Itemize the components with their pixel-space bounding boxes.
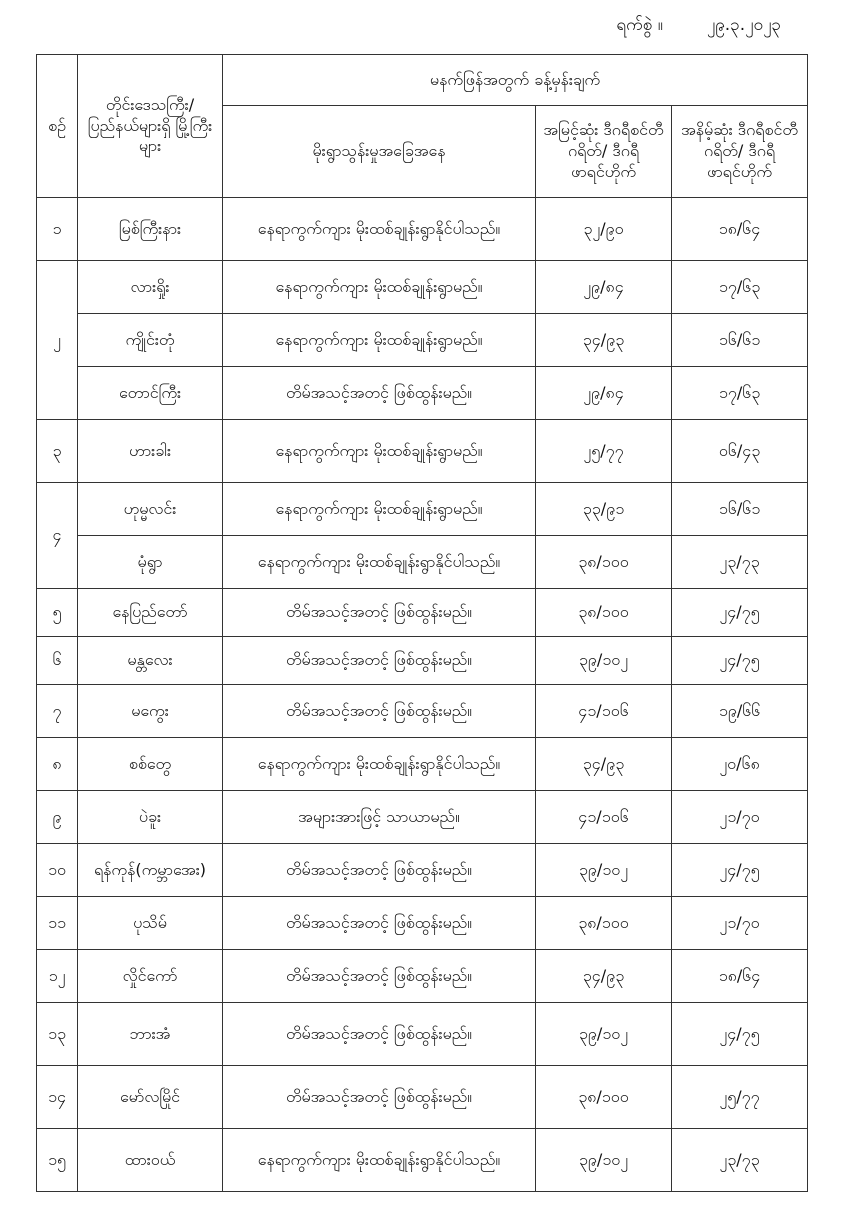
max-temp-cell: ၃၈/၁၀၀ (536, 589, 672, 637)
serial-no-cell: ၁ (37, 198, 78, 261)
date-line (616, 14, 781, 39)
header-city: တိုင်းဒေသကြီး/ ပြည်နယ်များရှိ မြို့ကြီးများ (78, 55, 223, 198)
condition-cell: နေရာကွက်ကျား မိုးထစ်ချုန်းရွာမည်။ (223, 314, 536, 367)
table-row (37, 198, 808, 261)
city-cell: မုံရွာ (78, 536, 223, 589)
city-cell: လားရှိုး (78, 261, 223, 314)
serial-no-cell: ၁၄ (37, 1066, 78, 1129)
max-temp-cell: ၃၈/၁၀၀ (536, 1066, 672, 1129)
table-row (37, 1066, 808, 1129)
min-temp-cell: ၁၆/၆၁ (672, 314, 808, 367)
city-cell: ဟုမ္မလင်း (78, 483, 223, 536)
serial-no-cell: ၃ (37, 420, 78, 483)
city-cell: မော်လမြိုင် (78, 1066, 223, 1129)
condition-cell: နေရာကွက်ကျား မိုးထစ်ချုန်းရွာမည်။ (223, 420, 536, 483)
table-row (37, 261, 808, 314)
min-temp-cell: ၂၁/၇၀ (672, 897, 808, 950)
min-temp-cell: ၂၄/၇၅ (672, 1003, 808, 1066)
forecast-body (37, 198, 808, 1192)
min-temp-cell: ၂၃/၇၃ (672, 1129, 808, 1192)
max-temp-cell: ၃၉/၁၀၂ (536, 844, 672, 897)
condition-cell: နေရာကွက်ကျား မိုးထစ်ချုန်းရွာမည်။ (223, 483, 536, 536)
max-temp-cell: ၃၉/၁၀၂ (536, 1003, 672, 1066)
min-temp-cell: ၁၈/၆၄ (672, 950, 808, 1003)
serial-no-cell: ၇ (37, 685, 78, 738)
max-temp-cell: ၃၈/၁၀၀ (536, 897, 672, 950)
header-forecast-group: မနက်ဖြန်အတွက် ခန့်မှန်းချက် (223, 55, 808, 106)
serial-no-cell: ၁၂ (37, 950, 78, 1003)
table-row (37, 1129, 808, 1192)
table-row (37, 685, 808, 738)
min-temp-cell: ၂၀/၆၈ (672, 738, 808, 791)
condition-cell: တိမ်အသင့်အတင့် ဖြစ်ထွန်းမည်။ (223, 950, 536, 1003)
table-row (37, 367, 808, 420)
condition-cell: တိမ်အသင့်အတင့် ဖြစ်ထွန်းမည်။ (223, 1066, 536, 1129)
serial-no-cell: ၅ (37, 589, 78, 637)
forecast-table (36, 54, 808, 1192)
table-row (37, 897, 808, 950)
max-temp-cell: ၂၉/၈၄ (536, 261, 672, 314)
city-cell: နေပြည်တော် (78, 589, 223, 637)
condition-cell: နေရာကွက်ကျား မိုးထစ်ချုန်းရွာနိုင်ပါသည်။ (223, 198, 536, 261)
table-row (37, 536, 808, 589)
max-temp-cell: ၃၄/၉၃ (536, 314, 672, 367)
condition-cell: တိမ်အသင့်အတင့် ဖြစ်ထွန်းမည်။ (223, 589, 536, 637)
max-temp-cell: ၃၄/၉၃ (536, 950, 672, 1003)
header-min-temp: အနိမ့်ဆုံး ဒီဂရီစင်တီဂရိတ်/ ဒီဂရီဖာရင်ဟိုက် (672, 106, 808, 198)
city-cell: စစ်တွေ (78, 738, 223, 791)
date-value: ၂၉.၃.၂၀၂၃ (706, 15, 781, 35)
serial-no-cell: ၆ (37, 637, 78, 685)
min-temp-cell: ၁၈/၆၄ (672, 198, 808, 261)
condition-cell: အများအားဖြင့် သာယာမည်။ (223, 791, 536, 844)
max-temp-cell: ၃၉/၁၀၂ (536, 1129, 672, 1192)
condition-cell: နေရာကွက်ကျား မိုးထစ်ချုန်းရွာနိုင်ပါသည်။ (223, 1129, 536, 1192)
city-cell: ပုသိမ် (78, 897, 223, 950)
table-row (37, 950, 808, 1003)
serial-no-cell: ၁၀ (37, 844, 78, 897)
max-temp-cell: ၃၉/၁၀၂ (536, 637, 672, 685)
max-temp-cell: ၄၁/၁၀၆ (536, 685, 672, 738)
min-temp-cell: ၂၁/၇၀ (672, 791, 808, 844)
city-cell: ထားဝယ် (78, 1129, 223, 1192)
header-max-temp: အမြင့်ဆုံး ဒီဂရီစင်တီဂရိတ်/ ဒီဂရီဖာရင်ဟိုက် (536, 106, 672, 198)
min-temp-cell: ၂၃/၇၃ (672, 536, 808, 589)
condition-cell: တိမ်အသင့်အတင့် ဖြစ်ထွန်းမည်။ (223, 367, 536, 420)
serial-no-cell: ၉ (37, 791, 78, 844)
min-temp-cell: ၂၄/၇၅ (672, 844, 808, 897)
condition-cell: တိမ်အသင့်အတင့် ဖြစ်ထွန်းမည်။ (223, 897, 536, 950)
condition-cell: တိမ်အသင့်အတင့် ဖြစ်ထွန်းမည်။ (223, 1003, 536, 1066)
table-row (37, 483, 808, 536)
city-cell: မြစ်ကြီးနား (78, 198, 223, 261)
serial-no-cell: ၁၁ (37, 897, 78, 950)
max-temp-cell: ၂၉/၈၄ (536, 367, 672, 420)
condition-cell: နေရာကွက်ကျား မိုးထစ်ချုန်းရွာနိုင်ပါသည်။ (223, 536, 536, 589)
serial-no-cell: ၁၅ (37, 1129, 78, 1192)
city-cell: ပဲခူး (78, 791, 223, 844)
table-row (37, 589, 808, 637)
table-row (37, 420, 808, 483)
min-temp-cell: ၁၇/၆၃ (672, 367, 808, 420)
min-temp-cell: ၁၉/၆၆ (672, 685, 808, 738)
city-cell: ဟားခါး (78, 420, 223, 483)
date-label: ရက်စွဲ ။ (616, 15, 663, 35)
serial-no-cell: ၄ (37, 483, 78, 589)
city-cell: မကွေး (78, 685, 223, 738)
min-temp-cell: ၂၅/၇၇ (672, 1066, 808, 1129)
condition-cell: တိမ်အသင့်အတင့် ဖြစ်ထွန်းမည်။ (223, 637, 536, 685)
city-cell: ရန်ကုန်(ကမ္ဘာအေး) (78, 844, 223, 897)
condition-cell: တိမ်အသင့်အတင့် ဖြစ်ထွန်းမည်။ (223, 844, 536, 897)
max-temp-cell: ၃၂/၉၀ (536, 198, 672, 261)
table-row (37, 314, 808, 367)
serial-no-cell: ၈ (37, 738, 78, 791)
header-serial-no: စဉ် (37, 55, 78, 198)
min-temp-cell: ၁၇/၆၃ (672, 261, 808, 314)
condition-cell: တိမ်အသင့်အတင့် ဖြစ်ထွန်းမည်။ (223, 685, 536, 738)
table-row (37, 1003, 808, 1066)
table-row (37, 738, 808, 791)
max-temp-cell: ၂၅/၇၇ (536, 420, 672, 483)
min-temp-cell: ၂၄/၇၅ (672, 637, 808, 685)
max-temp-cell: ၃၃/၉၁ (536, 483, 672, 536)
city-cell: မန္တလေး (78, 637, 223, 685)
header-condition: မိုးရွာသွန်းမှုအခြေအနေ (223, 106, 536, 198)
city-cell: ဘားအံ (78, 1003, 223, 1066)
min-temp-cell: ၀၆/၄၃ (672, 420, 808, 483)
serial-no-cell: ၁၃ (37, 1003, 78, 1066)
table-row (37, 637, 808, 685)
table-row (37, 791, 808, 844)
city-cell: တောင်ကြီး (78, 367, 223, 420)
table-row (37, 844, 808, 897)
max-temp-cell: ၃၈/၁၀၀ (536, 536, 672, 589)
city-cell: လှိုင်ကော် (78, 950, 223, 1003)
min-temp-cell: ၁၆/၆၁ (672, 483, 808, 536)
serial-no-cell: ၂ (37, 261, 78, 420)
min-temp-cell: ၂၄/၇၅ (672, 589, 808, 637)
condition-cell: နေရာကွက်ကျား မိုးထစ်ချုန်းရွာနိုင်ပါသည်။ (223, 738, 536, 791)
max-temp-cell: ၃၄/၉၃ (536, 738, 672, 791)
city-cell: ကျိုင်းတုံ (78, 314, 223, 367)
max-temp-cell: ၄၁/၁၀၆ (536, 791, 672, 844)
condition-cell: နေရာကွက်ကျား မိုးထစ်ချုန်းရွာမည်။ (223, 261, 536, 314)
